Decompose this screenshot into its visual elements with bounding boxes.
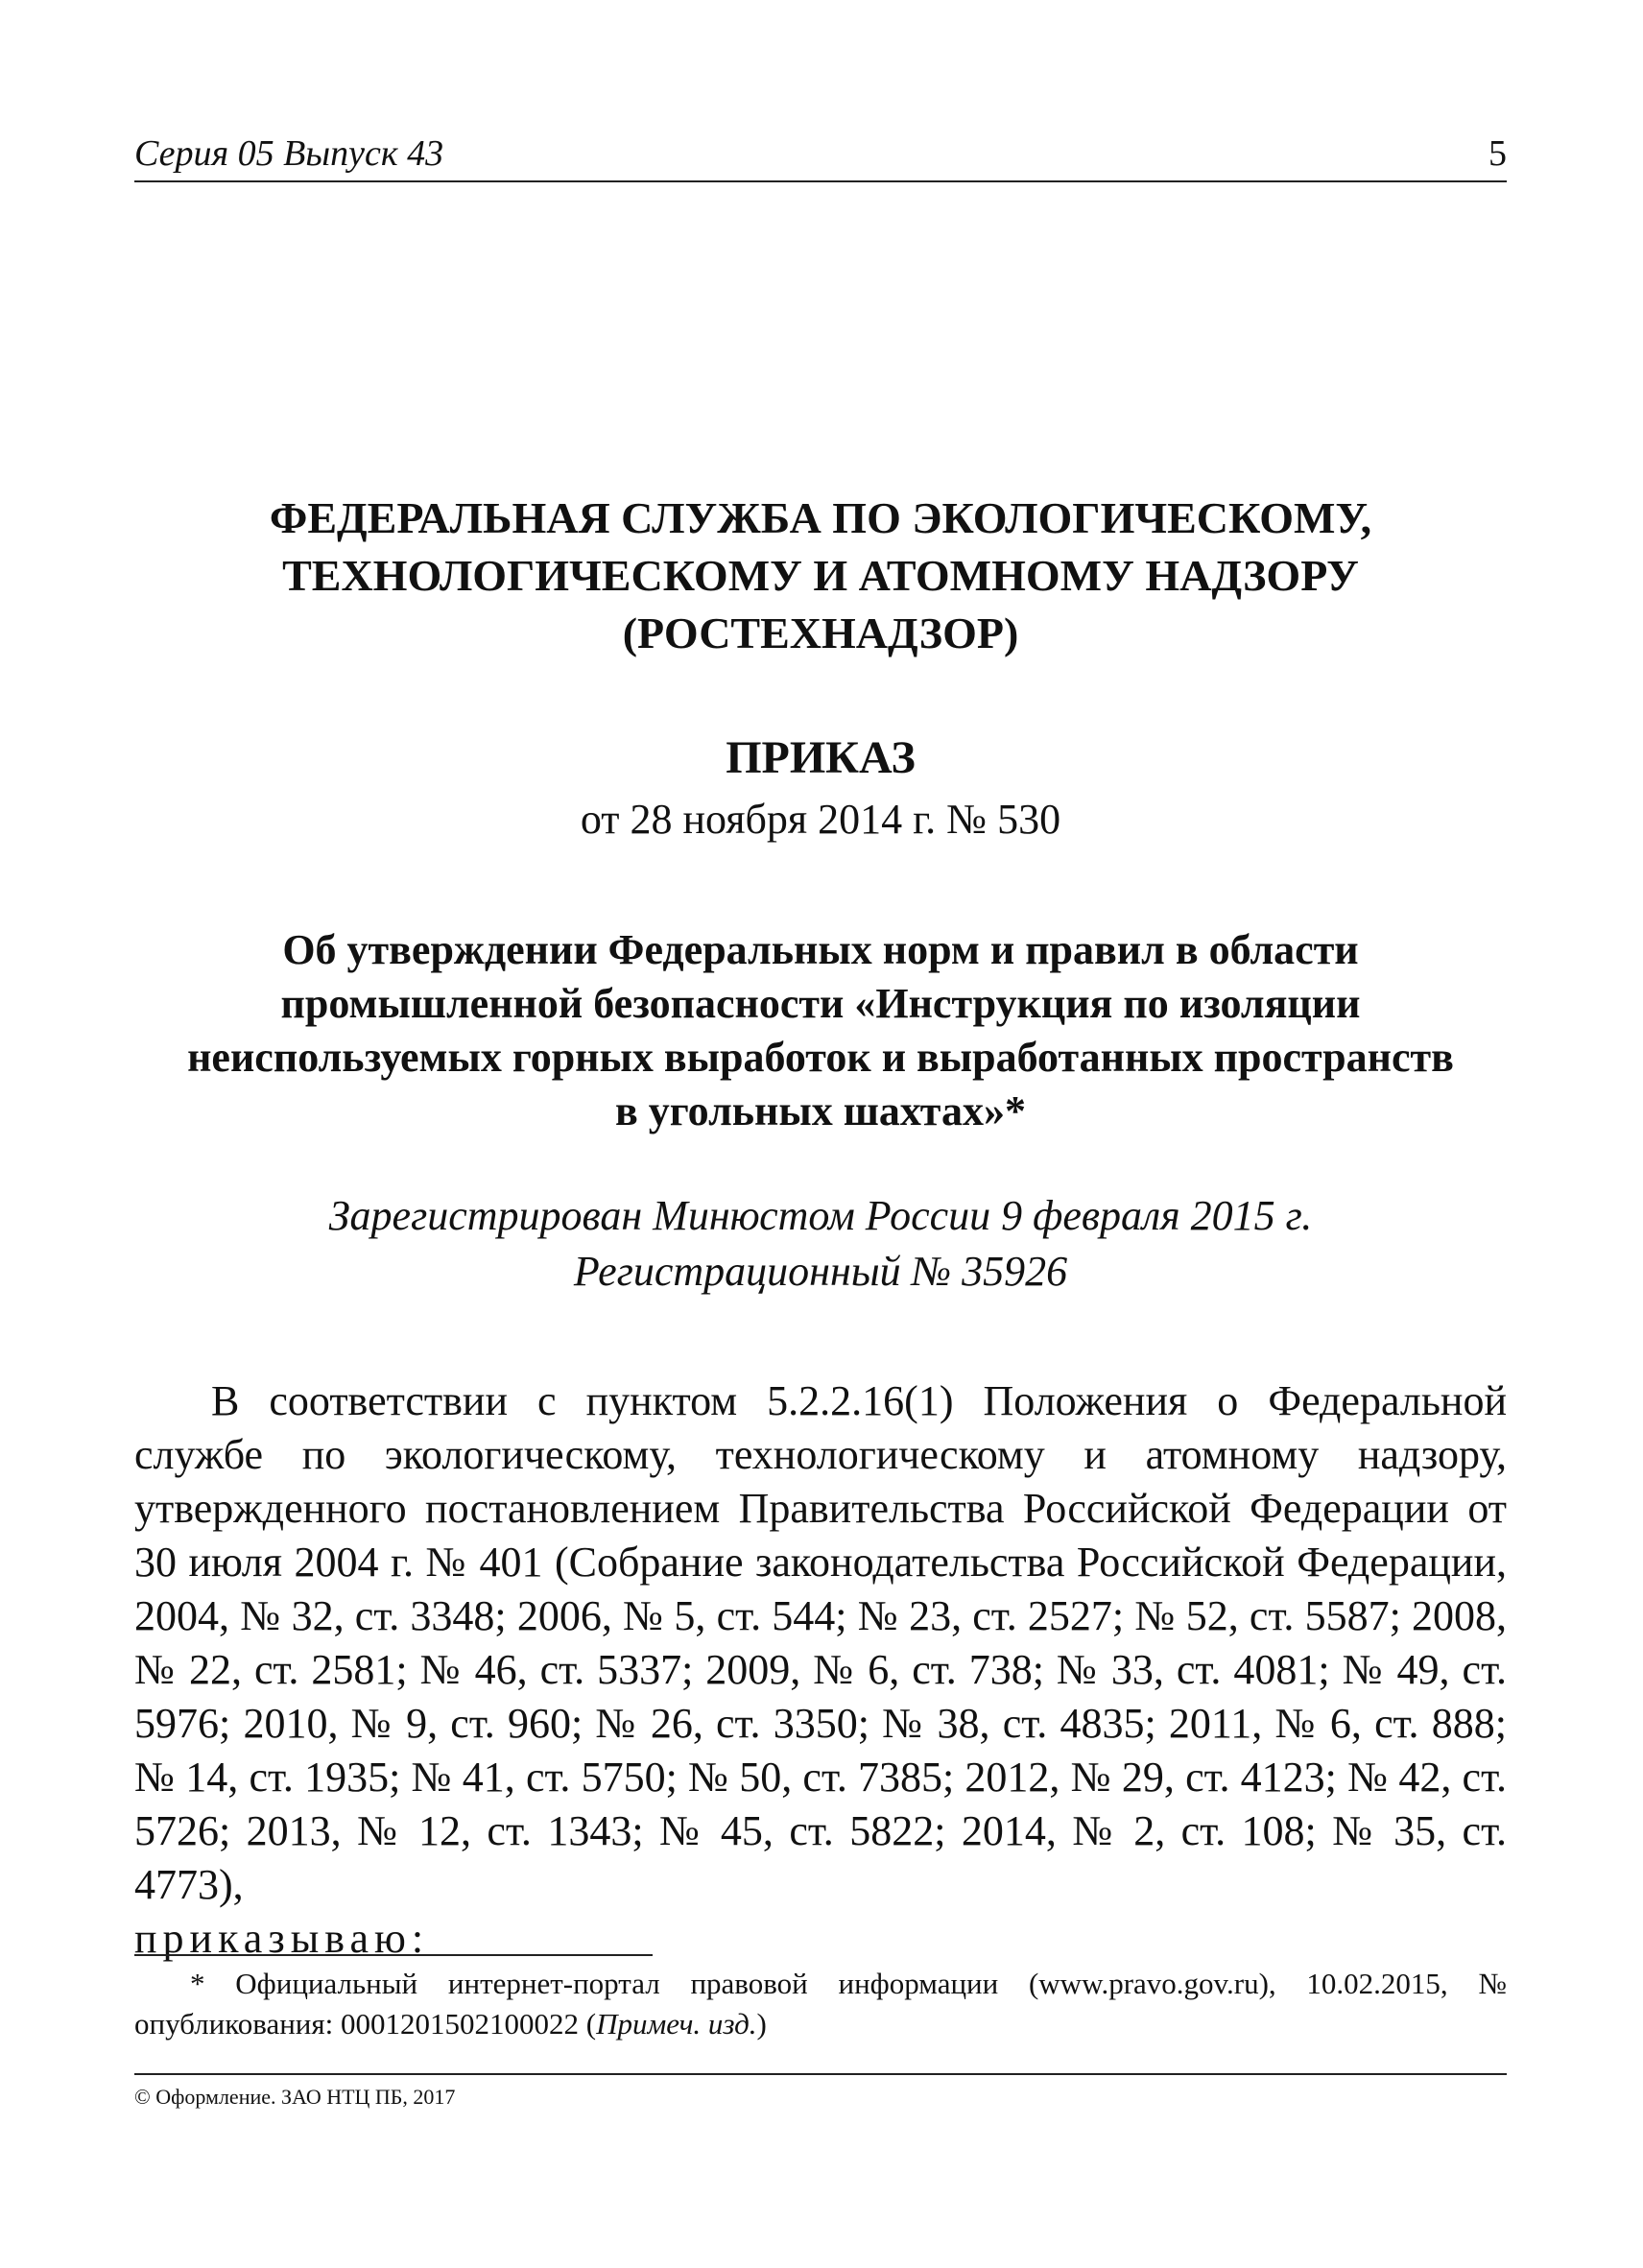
agency-heading — [134, 489, 1507, 662]
body-paragraph-text: В соответствии с пунктом 5.2.2.16(1) Положения о Федеральной службе по экологическому, технологическому и атомному надзору, утвержденного постановлением Правительства Российской Федерации от 30 июля 2004 г. № 401 (Собрание законодательства Российской Федерации, 2004, № 32, ст. 3348; 2006, № 5, ст. 544; № 23, ст. 2527; № 52, ст. 5587; 2008, № 22, ст. 2581; № 46, ст. 5337; 2009, № 6, ст. 738; № 33, ст. 4081; № 49, ст. 5976; 2010, № 9, ст. 960; № 26, ст. 3350; № 38, ст. 4835; 2011, № 6, ст. 888; № 14, ст. 1935; № 41, ст. 5750; № 50, ст. 7385; 2012, № 29, ст. 4123; № 42, ст. 5726; 2013, № 12, ст. 1343; № 45, ст. 5822; 2014, № 2, ст. 108; № 35, ст. 4773), — [134, 1377, 1507, 1908]
subject-line: Об утверждении Федеральных норм и правил в области — [282, 926, 1359, 973]
footnote-divider — [134, 1954, 653, 1956]
registration-note — [134, 1188, 1507, 1300]
registration-line: Зарегистрирован Минюстом России 9 февраля 2015 г. — [328, 1192, 1313, 1239]
page-number: 5 — [1488, 133, 1507, 174]
subject-line: в угольных шахтах»* — [615, 1087, 1026, 1134]
agency-line: ФЕДЕРАЛЬНАЯ СЛУЖБА ПО ЭКОЛОГИЧЕСКОМУ, — [269, 493, 1372, 542]
subject-line: неиспользуемых горных выработок и выработанных пространств — [187, 1034, 1454, 1081]
footnote-text: * Официальный интернет-портал правовой информации (www.pravo.gov.ru), 10.02.2015, № опубликования: 0001201502100022 ( — [134, 1967, 1507, 2041]
order-verb: приказываю: — [134, 1915, 430, 1962]
agency-line: ТЕХНОЛОГИЧЕСКОМУ И АТОМНОМУ НАДЗОРУ — [282, 551, 1359, 600]
body-paragraph — [134, 1374, 1507, 1966]
order-subject — [154, 923, 1488, 1138]
subject-line: промышленной безопасности «Инструкция по изоляции — [280, 980, 1361, 1027]
order-title: ПРИКАЗ — [726, 732, 916, 783]
copyright-divider — [134, 2073, 1507, 2075]
registration-line: Регистрационный № 35926 — [573, 1248, 1068, 1295]
order-date: от 28 ноября 2014 г. № 530 — [580, 796, 1061, 843]
series-label: Серия 05 Выпуск 43 — [134, 133, 444, 174]
footnote-close: ) — [756, 2007, 767, 2041]
footnote — [134, 1964, 1507, 2044]
agency-line: (РОСТЕХНАДЗОР) — [622, 609, 1019, 657]
running-header — [134, 132, 1507, 182]
copyright-notice: © Оформление. ЗАО НТЦ ПБ, 2017 — [134, 2085, 456, 2109]
footnote-note: Примеч. изд. — [596, 2007, 757, 2041]
